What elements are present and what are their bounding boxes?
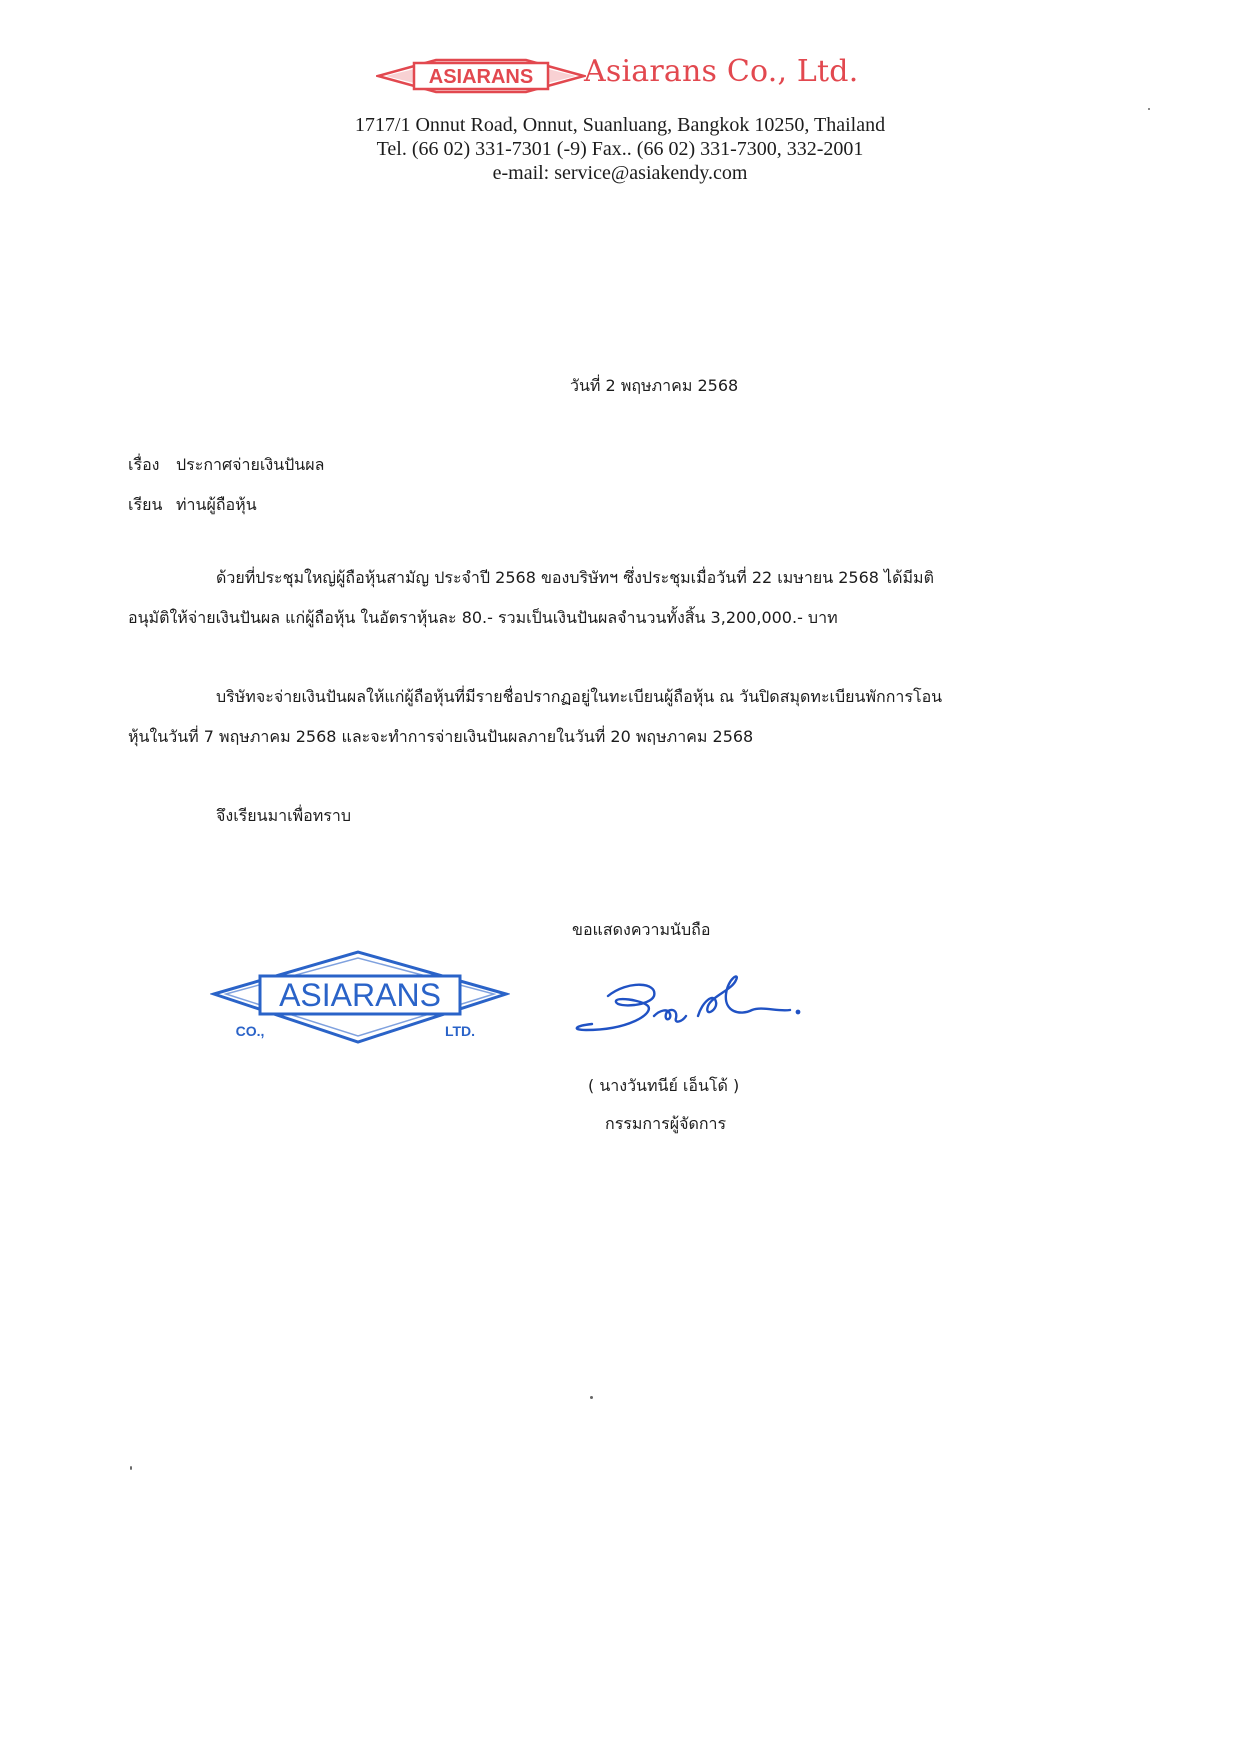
signer-title: กรรมการผู้จัดการ: [605, 1114, 727, 1133]
closing-salutation: ขอแสดงความนับถือ: [572, 920, 711, 939]
company-phone-fax: Tel. (66 02) 331-7301 (-9) Fax.. (66 02) 331-7300, 332-2001: [376, 138, 864, 160]
company-address: 1717/1 Onnut Road, Onnut, Suanluang, Bangkok 10250, Thailand: [354, 114, 886, 136]
scan-speck: [1148, 108, 1150, 110]
signer-name: ( นางวันทนีย์ เอ็นโด้ ): [588, 1076, 740, 1095]
svg-text:LTD.: LTD.: [444, 1023, 476, 1039]
company-logo-icon: [376, 58, 586, 94]
scan-speck: [130, 1466, 132, 1470]
paragraph-1-line-2: อนุมัติให้จ่ายเงินปันผล แก่ผู้ถือหุ้น ในอัตราหุ้นละ 80.- รวมเป็นเงินปันผลจำนวนทั้งสิ้น 3,200,000.- บาท: [128, 608, 838, 627]
paragraph-1: [128, 558, 1028, 638]
recipient-label: เรียน: [128, 495, 163, 514]
paragraph-2-line-2: หุ้นในวันที่ 7 พฤษภาคม 2568 และจะทำการจ่ายเงินปันผลภายในวันที่ 20 พฤษภาคม 2568: [128, 727, 754, 746]
svg-text:CO.,: CO.,: [235, 1023, 265, 1039]
letter-recipient: ท่านผู้ถือหุ้น: [176, 495, 257, 514]
scan-speck: [590, 1396, 593, 1399]
paragraph-1-line-1: ด้วยที่ประชุมใหญ่ผู้ถือหุ้นสามัญ ประจำปี 2568 ของบริษัทฯ ซึ่งประชุมเมื่อวันที่ 22 เมษายน 2568 ได้มีมติ: [216, 568, 934, 587]
letter-subject: ประกาศจ่ายเงินปันผล: [176, 455, 325, 474]
letter-date: วันที่ 2 พฤษภาคม 2568: [570, 376, 739, 395]
paragraph-2-line-1: บริษัทจะจ่ายเงินปันผลให้แก่ผู้ถือหุ้นที่มีรายชื่อปรากฏอยู่ในทะเบียนผู้ถือหุ้น ณ วันปิดสมุดทะเบียนพักการโอน: [216, 687, 943, 706]
company-stamp-icon: [210, 948, 510, 1048]
svg-text:ASIARANS: ASIARANS: [428, 66, 534, 88]
closing-line: จึงเรียนมาเพื่อทราบ: [216, 806, 351, 825]
signature-icon: [568, 972, 808, 1046]
subject-label: เรื่อง: [128, 455, 160, 474]
company-email: e-mail: service@asiakendy.com: [492, 162, 748, 184]
paragraph-2: [128, 677, 1028, 757]
svg-text:ASIARANS: ASIARANS: [279, 977, 441, 1013]
letterhead: [0, 0, 1240, 190]
company-name: Asiarans Co., Ltd.: [584, 54, 859, 89]
